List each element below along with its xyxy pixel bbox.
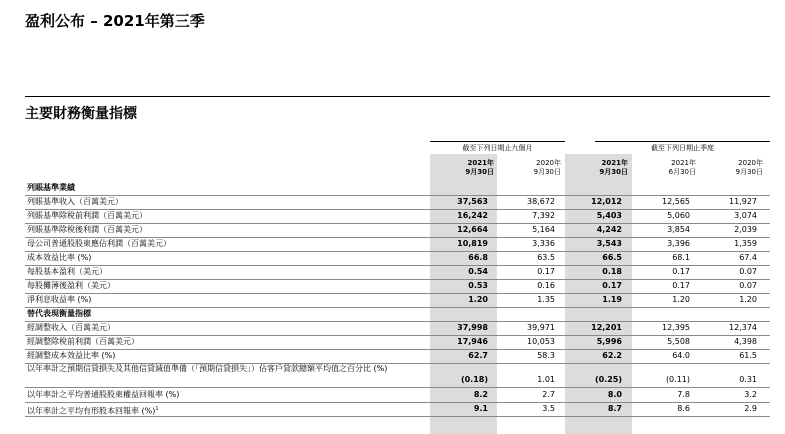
table-row — [25, 293, 770, 308]
row-label: 每股攤薄後盈利（美元） — [27, 281, 115, 290]
group-label-quarter: 截至下列日期止季度 — [651, 144, 714, 152]
table-cell: (0.11) — [665, 375, 690, 384]
column-header-year: 2020年 — [738, 159, 763, 167]
table-cell: 3,074 — [734, 211, 757, 220]
table-cell: 68.1 — [672, 253, 690, 262]
table-cell: 37,563 — [457, 197, 488, 206]
table-row — [25, 251, 770, 266]
table-cell: 0.53 — [468, 281, 488, 290]
section-label: 列賬基準業績 — [27, 183, 75, 192]
table-cell: 0.17 — [672, 281, 690, 290]
footnote-marker: 1 — [155, 406, 159, 412]
row-label: 每股基本盈利（美元） — [27, 267, 107, 276]
table-cell: 61.5 — [739, 351, 757, 360]
table-cell: 8.6 — [677, 404, 690, 413]
table-row — [25, 363, 770, 388]
table-cell: 39,971 — [527, 323, 555, 332]
table-cell: 8.0 — [607, 390, 622, 399]
table-cell: 62.7 — [468, 351, 488, 360]
row-label: 母公司普通股股東應佔利潤（百萬美元） — [27, 239, 171, 248]
column-header-date: 9月30日 — [599, 168, 628, 176]
column-header-year: 2021年 — [671, 159, 696, 167]
table-cell: 1.20 — [672, 295, 690, 304]
column-header — [561, 159, 628, 177]
table-row — [25, 388, 770, 403]
title-divider — [25, 96, 770, 97]
row-label: 淨利息收益率 (%) — [27, 295, 92, 304]
table-cell: 37,998 — [457, 323, 488, 332]
table-cell: 0.07 — [739, 281, 757, 290]
table-cell: 8.2 — [473, 390, 488, 399]
table-row — [25, 402, 770, 417]
table-cell: 2.9 — [744, 404, 757, 413]
table-cell: 3.2 — [744, 390, 757, 399]
table-cell: 0.18 — [602, 267, 622, 276]
table-row — [25, 335, 770, 350]
table-cell: 17,946 — [457, 337, 488, 346]
table-cell: 11,927 — [729, 197, 757, 206]
row-label: 經調整除稅前利潤（百萬美元） — [27, 337, 139, 346]
table-cell: 7,392 — [532, 211, 555, 220]
section-title: 主要財務衡量指標 — [25, 106, 137, 122]
table-cell: 12,664 — [457, 225, 488, 234]
table-cell: 67.4 — [739, 253, 757, 262]
table-cell: (0.18) — [460, 375, 488, 384]
table-cell: 62.2 — [602, 351, 622, 360]
group-rule-nine-months — [430, 141, 565, 142]
table-cell: 3,543 — [596, 239, 622, 248]
table-cell: 3.5 — [542, 404, 555, 413]
table-cell: 64.0 — [672, 351, 690, 360]
row-label: 經調整收入（百萬美元） — [27, 323, 115, 332]
table-cell: 4,242 — [596, 225, 622, 234]
table-cell: 0.17 — [672, 267, 690, 276]
table-cell: 1.35 — [537, 295, 555, 304]
table-cell: 0.17 — [537, 267, 555, 276]
table-cell: 1.19 — [602, 295, 622, 304]
row-label: 以年率計之預期信貸損失及其他信貸減值準備（「預期信貸損失」）佔客戶貸款總額平均值之百分比 (%) — [27, 364, 388, 373]
table-cell: 9.1 — [473, 404, 488, 413]
table-cell: 3,854 — [667, 225, 690, 234]
table-cell: 2.7 — [542, 390, 555, 399]
table-cell: 38,672 — [527, 197, 555, 206]
table-cell: 2,039 — [734, 225, 757, 234]
section-header-row — [25, 181, 770, 196]
table-cell: 0.31 — [739, 375, 757, 384]
table-cell: 12,012 — [591, 197, 622, 206]
table-cell: 5,403 — [596, 211, 622, 220]
table-cell: 1.20 — [468, 295, 488, 304]
column-header-date: 6月30日 — [668, 168, 696, 176]
section-label: 替代表現衡量指標 — [27, 309, 91, 318]
column-header-date: 9月30日 — [533, 168, 561, 176]
table-cell: 66.8 — [468, 253, 488, 262]
table-cell: (0.25) — [594, 375, 622, 384]
table-row — [25, 265, 770, 280]
column-header — [427, 159, 494, 177]
table-cell: 3,396 — [667, 239, 690, 248]
table-cell: 1,359 — [734, 239, 757, 248]
row-label: 以年率計之平均有形股本回報率 (%)$^1$ — [27, 406, 159, 416]
column-header-date: 9月30日 — [465, 168, 494, 176]
column-header-year: 2020年 — [536, 159, 561, 167]
table-row — [25, 321, 770, 336]
table-cell: 66.5 — [602, 253, 622, 262]
table-cell: 0.54 — [468, 267, 488, 276]
table-cell: 12,374 — [729, 323, 757, 332]
table-cell: 5,164 — [532, 225, 555, 234]
table-cell: 0.17 — [602, 281, 622, 290]
table-cell: 10,819 — [457, 239, 488, 248]
table-row — [25, 279, 770, 294]
table-cell: 5,060 — [667, 211, 690, 220]
column-header-date: 9月30日 — [735, 168, 763, 176]
column-header-year: 2021年 — [467, 159, 494, 167]
table-cell: 10,053 — [527, 337, 555, 346]
table-cell: 12,565 — [662, 197, 690, 206]
table-cell: 0.16 — [537, 281, 555, 290]
table-cell: 58.3 — [537, 351, 555, 360]
row-label: 列賬基準除稅後利潤（百萬美元） — [27, 225, 147, 234]
table-cell: 5,996 — [596, 337, 622, 346]
row-label: 以年率計之平均普通股股東權益回報率 (%) — [27, 390, 180, 399]
table-cell: 1.01 — [537, 375, 555, 384]
column-header — [629, 159, 696, 177]
row-label: 列賬基準除稅前利潤（百萬美元） — [27, 211, 147, 220]
table-cell: 63.5 — [537, 253, 555, 262]
row-label: 成本效益比率 (%) — [27, 253, 92, 262]
table-cell: 8.7 — [607, 404, 622, 413]
table-row — [25, 237, 770, 252]
table-cell: 7.8 — [677, 390, 690, 399]
column-header — [494, 159, 561, 177]
group-label-nine-months: 截至下列日期止九個月 — [462, 144, 533, 152]
row-label: 經調整成本效益比率 (%) — [27, 351, 116, 360]
group-rule-quarter — [595, 141, 770, 142]
table-cell: 1.20 — [739, 295, 757, 304]
table-row — [25, 195, 770, 210]
table-cell: 12,395 — [662, 323, 690, 332]
table-row — [25, 223, 770, 238]
section-header-row — [25, 307, 770, 322]
table-cell: 0.07 — [739, 267, 757, 276]
table-cell: 4,398 — [734, 337, 757, 346]
table-row — [25, 209, 770, 224]
column-header — [696, 159, 763, 177]
page-title: 盈利公布 – 2021年第三季 — [25, 12, 205, 30]
table-cell: 16,242 — [457, 211, 488, 220]
table-cell: 5,508 — [667, 337, 690, 346]
table-cell: 12,201 — [591, 323, 622, 332]
table-cell: 3,336 — [532, 239, 555, 248]
row-label: 列賬基準收入（百萬美元） — [27, 197, 123, 206]
column-header-year: 2021年 — [601, 159, 628, 167]
table-row — [25, 349, 770, 364]
